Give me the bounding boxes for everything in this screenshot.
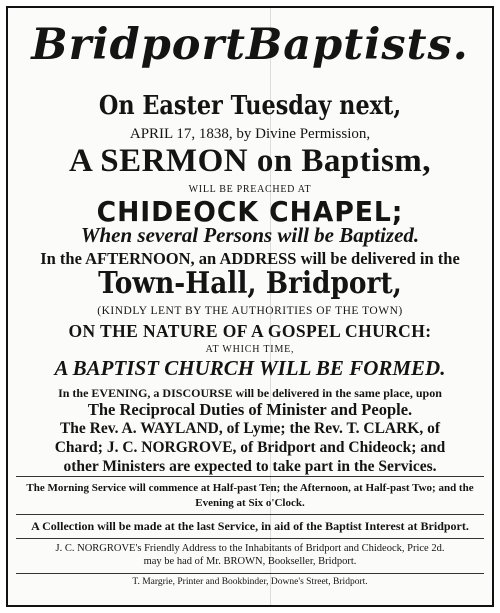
date-line: APRIL 17, 1838, by Divine Permission, — [129, 126, 371, 142]
services-line-1: The Morning Service will commence at Half-past Ten; the Afternoon, at Half-past Two; and the — [26, 482, 474, 494]
kindly-line: (KINDLY LENT BY THE AUTHORITIES OF THE TOWN) — [97, 305, 403, 317]
townhall-line: Town-Hall, Bridport, — [98, 266, 402, 301]
sermon-line: A SERMON on Baptism, — [68, 143, 432, 179]
poster-sheet — [6, 6, 494, 607]
evening-line: In the EVENING, a DISCOURSE will be delivered in the same place, upon — [58, 386, 442, 400]
which-time-line: AT WHICH TIME, — [205, 344, 295, 355]
afternoon-line: In the AFTERNOON, an ADDRESS will be delivered in the — [40, 249, 460, 268]
church-formed-line: A BAPTIST CHURCH WILL BE FORMED. — [54, 356, 446, 380]
divider-rule — [16, 514, 484, 515]
chapel-line: CHIDEOCK CHAPEL; — [96, 195, 404, 228]
ministers-line-3: other Ministers are expected to take part in the Services. — [63, 458, 437, 475]
divider-rule — [16, 538, 484, 539]
printer-line: T. Margrie, Printer and Bookbinder, Downe's Street, Bridport. — [132, 577, 368, 587]
baptized-line: When several Persons will be Baptized. — [80, 223, 420, 247]
divider-rule — [16, 573, 484, 574]
preached-line: WILL BE PREACHED AT — [188, 184, 312, 195]
poster-title: BridportBaptists. — [31, 20, 469, 70]
collection-line: A Collection will be made at the last Service, in aid of the Baptist Interest at Bridport. — [31, 519, 469, 533]
ministers-line-2: Chard; J. C. NORGROVE, of Bridport and Chideock; and — [54, 439, 446, 456]
address-line-1: J. C. NORGROVE's Friendly Address to the Inhabitants of Bridport and Chideock, Price 2d. — [55, 543, 445, 554]
duties-line: The Reciprocal Duties of Minister and People. — [87, 400, 413, 419]
nature-line: ON THE NATURE OF A GOSPEL CHURCH: — [68, 321, 432, 341]
address-line-2: may be had of Mr. BROWN, Bookseller, Bridport. — [143, 556, 357, 567]
services-line-2: Evening at Six o'Clock. — [195, 497, 305, 509]
divider-rule — [16, 476, 484, 477]
ministers-line-1: The Rev. A. WAYLAND, of Lyme; the Rev. T. CLARK, of — [59, 420, 441, 437]
headline: On Easter Tuesday next, — [98, 91, 402, 121]
